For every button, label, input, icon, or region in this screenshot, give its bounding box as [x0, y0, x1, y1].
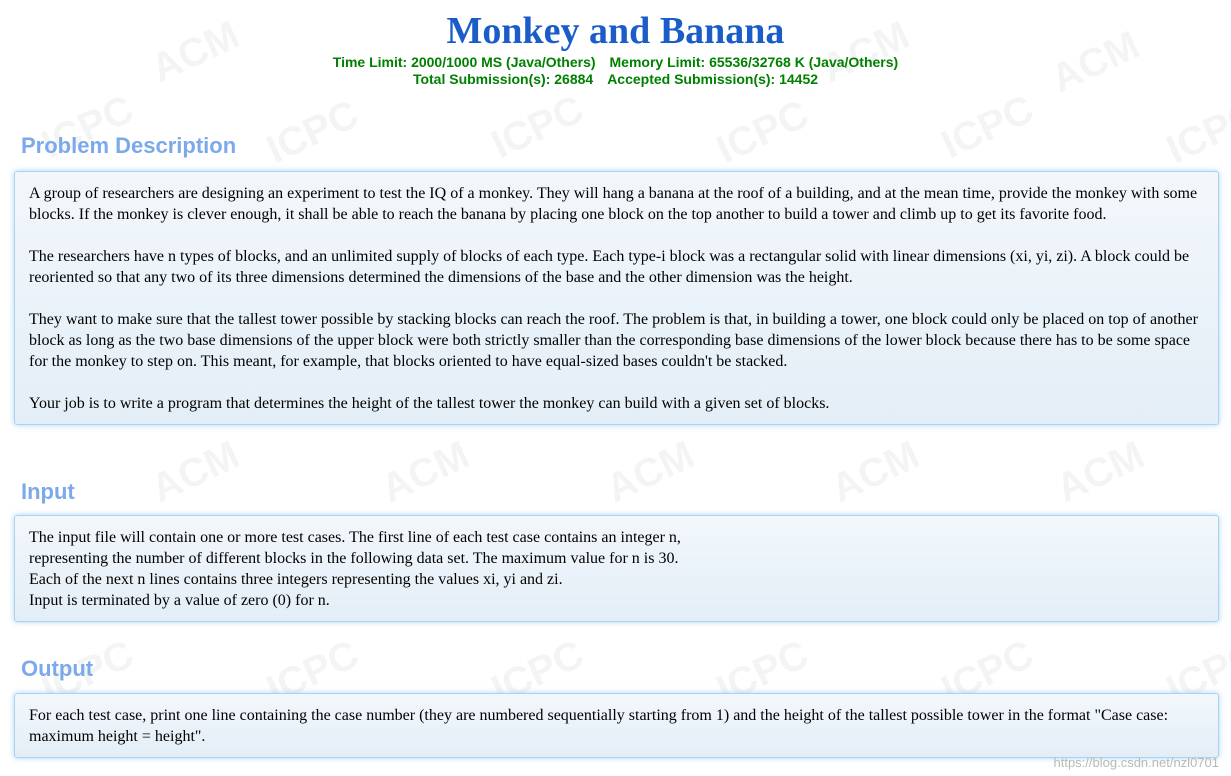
watermark-icpc — [935, 87, 1041, 168]
watermark-icpc — [260, 92, 366, 173]
description-heading: Problem Description — [21, 133, 237, 158]
watermark-icpc — [485, 87, 591, 168]
memory-limit: Memory Limit: 65536/32768 K (Java/Others) — [609, 54, 899, 70]
watermark-acm — [375, 433, 477, 512]
input-line: Input is terminated by a value of zero (0) for n. — [29, 592, 330, 609]
description-paragraph: The researchers have n types of blocks, and an unlimited supply of blocks of each type. Each type-i block was a rectangular solid with linear dimensions (xi, yi, zi). A block could be reoriented so that any two of its three dimensions determined the dimensions of the base and the other dimension was the height. — [29, 248, 1190, 286]
problem-header — [0, 8, 1231, 88]
description-paragraph: A group of researchers are designing an experiment to test the IQ of a monkey. They will hang a banana at the roof of a building, and at the mean time, provide the monkey with some blocks. If the monkey is clever enough, it shall be able to reach the banana by placing one block on the top another to build a tower and climb up to get its favorite food. — [29, 185, 1198, 223]
source-watermark: https://blog.csdn.net/nzl0701 — [1053, 755, 1219, 770]
description-paragraph: They want to make sure that the tallest tower possible by stacking blocks can reach the roof. The problem is that, in building a tower, one block could only be placed on top of another block as long as the two base dimensions of the upper block were both strictly smaller than the corresponding base dimensions of the lower block because there has to be some space for the monkey to step on. This meant, for example, that blocks oriented to have equal-sized bases couldn't be stacked. — [29, 311, 1198, 370]
watermark-icpc — [710, 92, 816, 173]
problem-title: Monkey and Banana — [446, 10, 785, 52]
input-line: The input file will contain one or more test cases. The first line of each test case contains an integer n, — [29, 529, 681, 546]
input-heading: Input — [21, 479, 75, 504]
output-text: For each test case, print one line containing the case number (they are numbered sequentially starting from 1) and the height of the tallest possible tower in the format "Case case: maximum height = height". — [29, 707, 1169, 745]
output-panel — [14, 693, 1219, 758]
description-paragraph: Your job is to write a program that determines the height of the tallest tower the monkey can build with a given set of blocks. — [29, 395, 830, 412]
watermark-acm — [825, 433, 927, 512]
input-line: Each of the next n lines contains three integers representing the values xi, yi and zi. — [29, 571, 563, 588]
output-heading: Output — [21, 656, 94, 681]
limits-line — [0, 54, 1231, 71]
watermark-acm — [145, 433, 247, 512]
watermark-acm — [600, 433, 702, 512]
submissions-line — [0, 71, 1231, 88]
time-limit: Time Limit: 2000/1000 MS (Java/Others) — [332, 54, 596, 70]
watermark-acm — [1050, 433, 1152, 512]
watermark-icpc — [1160, 92, 1231, 173]
input-line: representing the number of different blocks in the following data set. The maximum value for n is 30. — [29, 550, 679, 567]
accepted-submissions: Accepted Submission(s): 14452 — [607, 71, 819, 87]
input-panel — [14, 515, 1219, 622]
description-panel — [14, 171, 1219, 425]
total-submissions: Total Submission(s): 26884 — [412, 71, 594, 87]
